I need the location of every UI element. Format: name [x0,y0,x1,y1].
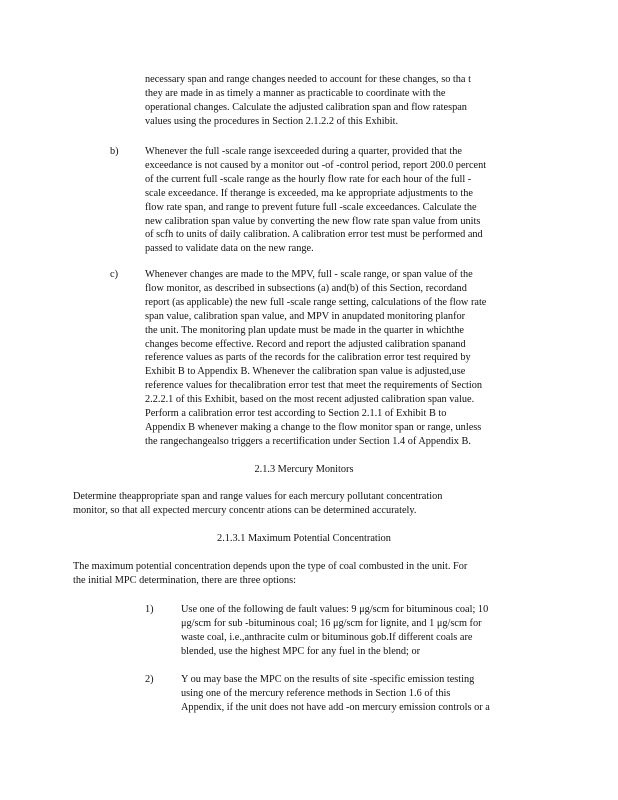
text-line: flow rate span, and range to prevent future full -scale exceedances. Calculate the [145,201,477,213]
text-line: the initial MPC determination, there are three options: [73,574,297,586]
text-line: the rangechangealso triggers a recertification under Section 1.4 of Appendix B. [145,435,471,447]
text-line: exceedance is not caused by a monitor out -of -control period, report 200.0 percent [145,159,487,171]
text-line: waste coal, i.e.,anthracite culm or bituminous gob.If different coals are [181,631,473,643]
list-item-c [145,268,538,449]
text-line: span value, calibration span value, and MPV in anupdated monitoring planfor [145,310,466,322]
text-line: Perform a calibration error test according to Section 2.1.1 of Exhibit B to [145,408,447,420]
text-line: they are made in as timely a manner as practicable to coordinate with the [145,87,446,99]
text-line: Determine theappropriate span and range values for each mercury pollutant concentration [73,491,443,502]
section-paragraph [73,490,543,518]
text-line: changes become effective. Record and report the adjusted calibration spanand [145,338,466,350]
text-line: passed to validate data on the new range. [145,243,314,255]
text-line: Appendix, if the unit does not have add -on mercury emission controls or a [181,701,490,713]
text-line: new calibration span value by converting the new flow rate span value from units [145,215,481,227]
text-line: Appendix B whenever making a change to the flow monitor span or range, unless [145,421,482,433]
text-line: operational changes. Calculate the adjusted calibration span and flow ratespan [145,101,467,113]
text-line: values using the procedures in Section 2.1.2.2 of this Exhibit. [145,115,399,127]
option-marker-2: 2) [145,674,154,685]
text-line: report (as applicable) the new full -scale range setting, calculations of the flow rate [145,296,487,308]
text-line: blended, use the highest MPC for any fuel in the blend; or [181,645,421,657]
text-line: The maximum potential concentration depends upon the type of coal combusted in the unit. For [73,561,468,572]
text-line: Whenever changes are made to the MPV, full - scale range, or span value of the [145,269,473,280]
text-line: monitor, so that all expected mercury concentr ations can be determined accurately. [73,504,417,516]
text-line: necessary span and range changes needed to account for these changes, so tha t [145,74,471,85]
text-line: of the current full -scale range as the hourly flow rate for each hour of the full - [145,173,472,185]
text-line: reference values for thecalibration error test that meet the requirements of Section [145,380,483,392]
text-line: using one of the mercury reference methods in Section 1.6 of this [181,687,451,699]
list-marker-c: c) [110,269,118,280]
text-line: scale exceedance. If therange is exceeded, ma ke appropriate adjustments to the [145,187,473,199]
option-1 [181,603,539,659]
section-heading: 2.1.3 Mercury Monitors [254,464,354,475]
text-line: μg/scm for sub -bituminous coal; 16 μg/scm for lignite, and 1 μg/scm for [181,617,482,629]
list-marker-b: b) [110,146,119,157]
subsection-paragraph [73,560,543,588]
list-item-b [145,145,538,256]
text-line: Whenever the full -scale range isexceeded during a quarter, provided that the [145,146,462,157]
text-line: the unit. The monitoring plan update must be made in the quarter in whichthe [145,324,464,336]
text-line: Use one of the following de fault values: 9 μg/scm for bituminous coal; 10 [181,604,489,615]
text-line: flow monitor, as described in subsections (a) and(b) of this Section, recordand [145,282,467,294]
text-line: Exhibit B to Appendix B. Whenever the calibration span value is adjusted,use [145,366,466,378]
intro-paragraph [145,73,538,129]
option-2 [181,673,539,715]
text-line: reference values as parts of the records for the calibration error test required by [145,352,471,364]
option-marker-1: 1) [145,604,154,615]
text-line: Y ou may base the MPC on the results of site -specific emission testing [181,674,475,685]
text-line: of scfh to units of daily calibration. A calibration error test must be performed and [145,229,483,241]
text-line: 2.2.2.1 of this Exhibit, based on the most recent adjusted calibration span value. [145,394,475,406]
subsection-heading: 2.1.3.1 Maximum Potential Concentration [217,533,391,544]
